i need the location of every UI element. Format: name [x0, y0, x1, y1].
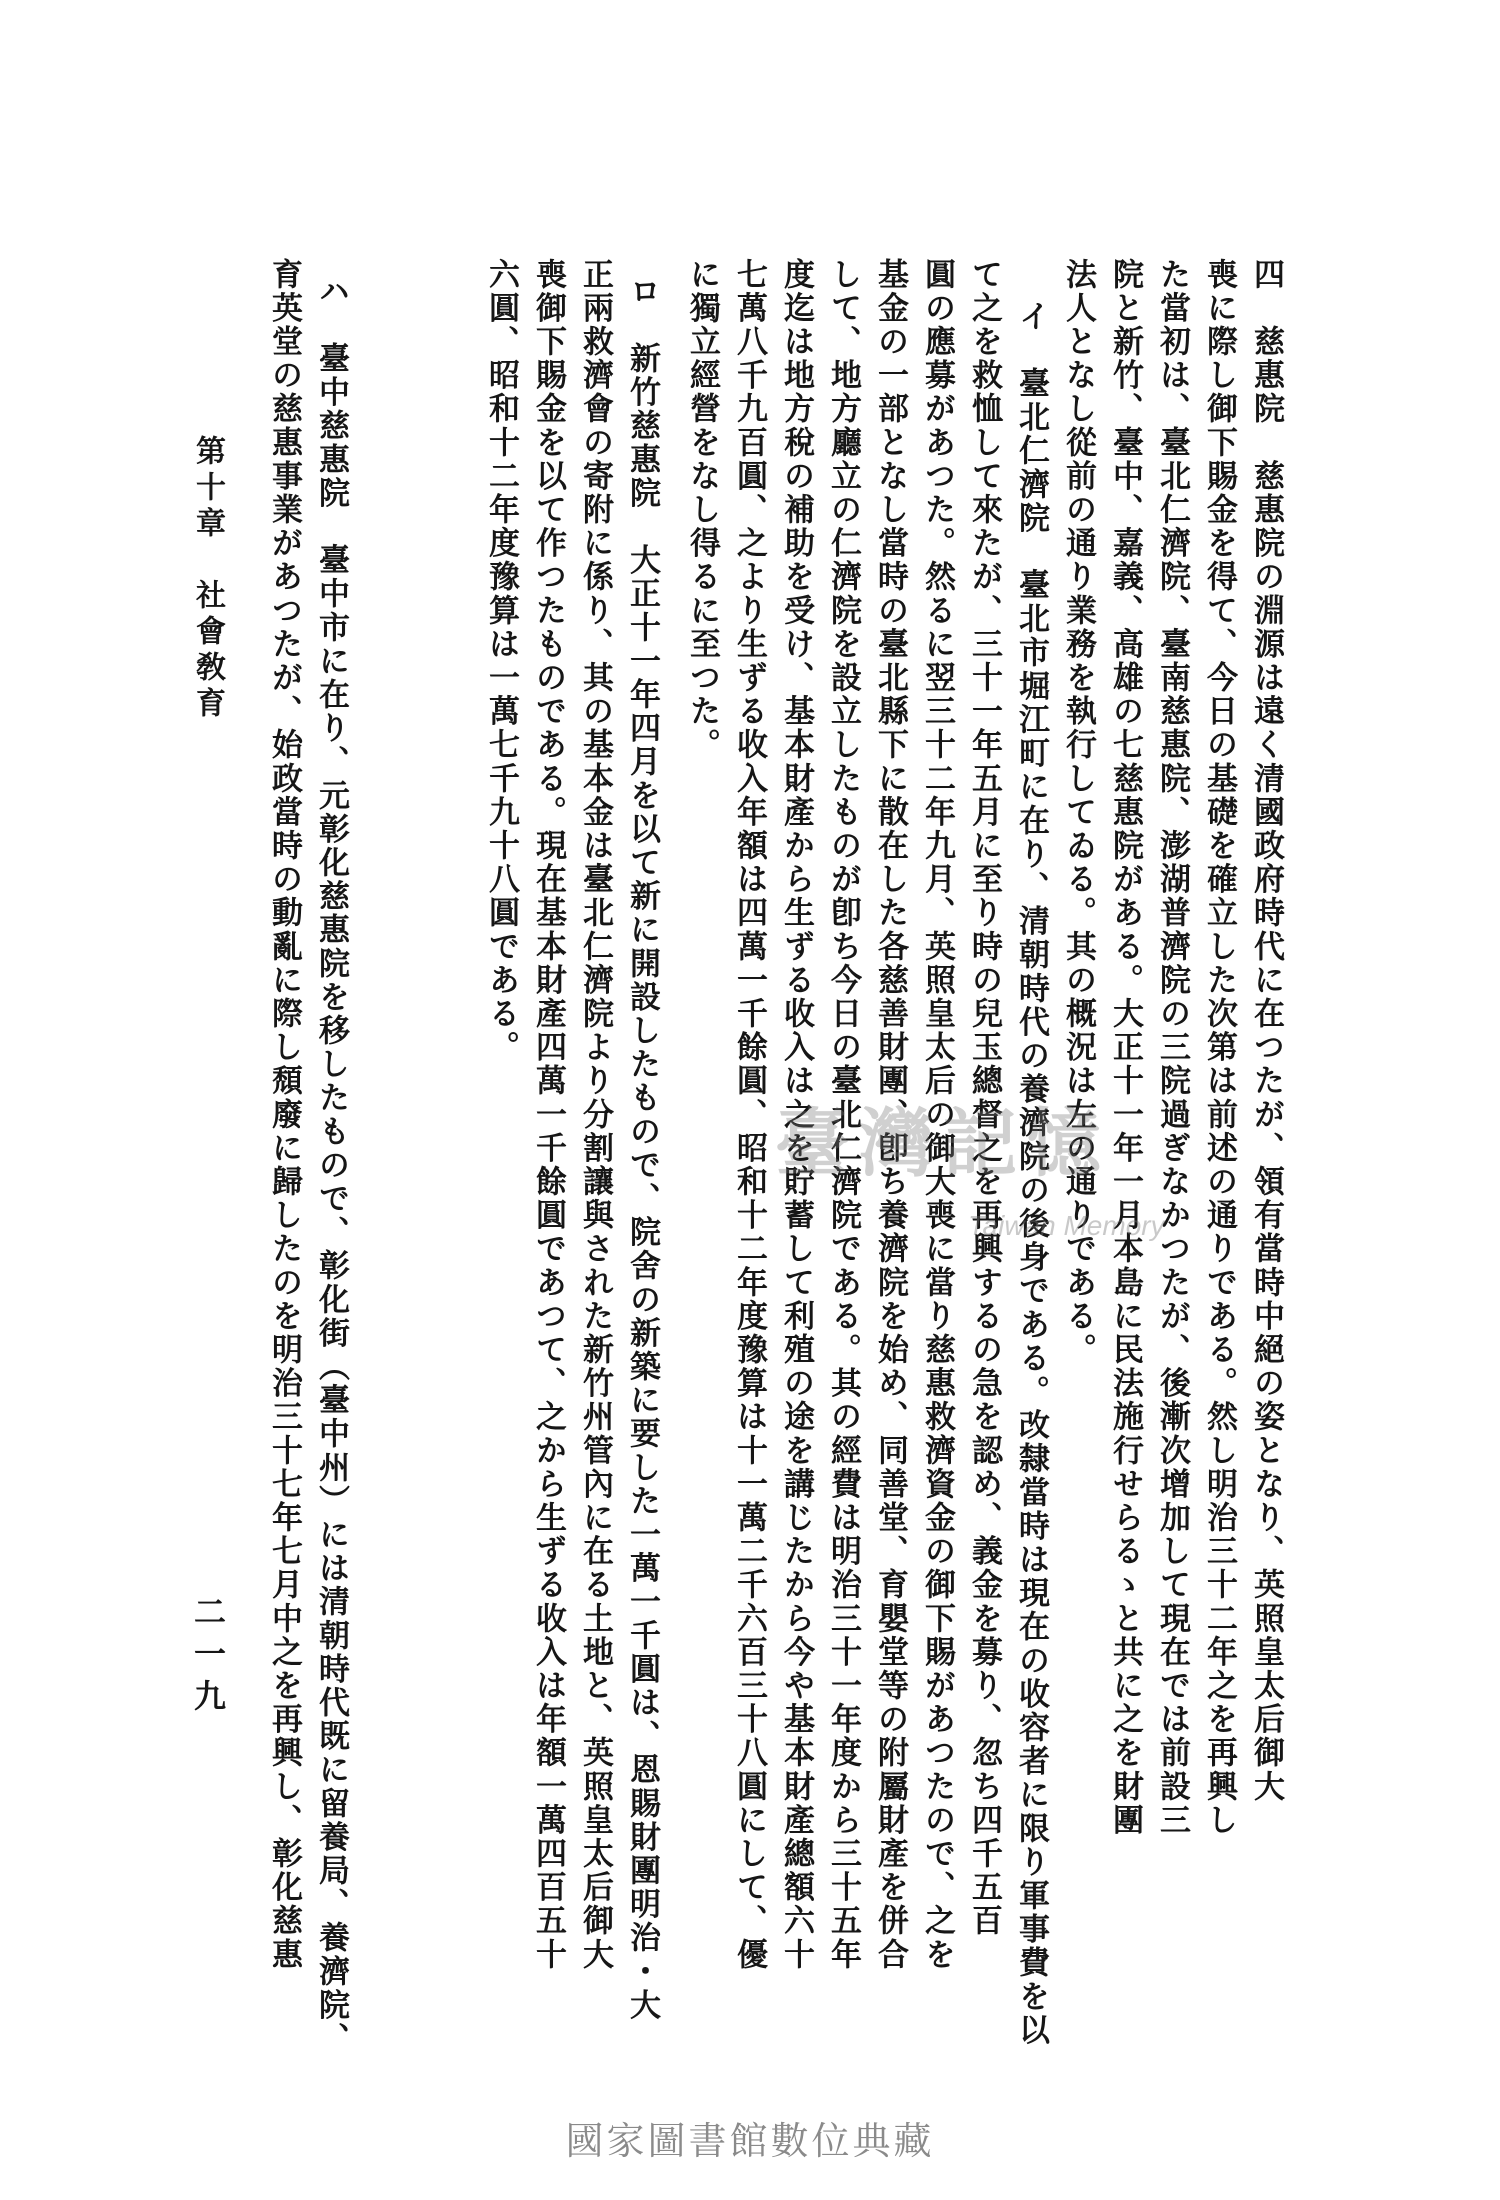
column-text: 法人となし從前の通り業務を執行してゐる。其の概況は左の通りである。	[1060, 258, 1096, 1367]
column-text: 院と新竹、臺中、嘉義、高雄の七慈惠院がある。大正十一年一月本島に民法施行せらるゝと共に之を財團	[1107, 258, 1143, 1838]
watermark-caption: Taiwan Memory	[968, 1210, 1165, 1241]
subsection-heading: ハ 臺中慈惠院	[313, 275, 349, 511]
text-column	[483, 258, 519, 1065]
column-text: 臺北市堀江町に在り、清朝時代の養濟院の後身である。改隸當時は現在の收容者に限り軍事費を以	[1013, 535, 1049, 2048]
column-text: て之を救恤して來たが、三十一年五月に至り時の兒玉總督之を再興するの急を認め、義金を募り、忽ち四千五百	[966, 258, 1002, 1938]
text-column	[1154, 258, 1190, 1838]
text-column	[577, 258, 613, 1972]
text-column	[624, 275, 660, 2023]
subsection-heading: イ 臺北仁濟院	[1013, 300, 1049, 536]
subsection-heading: ロ 新竹慈惠院	[624, 275, 660, 511]
text-column	[1107, 258, 1143, 1838]
column-text: 大正十一年四月を以て新に開設したもので、院舍の新築に要した一萬一千圓は、恩賜財團明治・大	[624, 510, 660, 2023]
text-column	[1248, 258, 1284, 1804]
column-text: 七萬八千九百圓、之より生ずる收入年額は四萬一千餘圓、昭和十二年度豫算は十一萬二千六百三十八圓にして、優	[731, 258, 767, 1972]
column-text: に獨立經營をなし得るに至つた。	[684, 258, 720, 762]
watermark-logo: 臺灣記憶	[775, 1101, 1111, 1187]
text-column	[1060, 258, 1096, 1367]
column-text: 喪御下賜金を以て作つたものである。現在基本財產四萬一千餘圓であつて、之から生ずる收入は年額一萬四百五十	[530, 258, 566, 1972]
column-text: 臺中市に在り、元彰化慈惠院を移したもので、彰化街（臺中州）には清朝時代既に留養局、養濟院、	[313, 510, 349, 2056]
page-number: 二一九	[189, 1595, 227, 1721]
text-column	[266, 258, 302, 1972]
text-column	[530, 258, 566, 1972]
running-head: 第十章 社會敎育	[190, 435, 225, 723]
library-credit: 國家圖書館數位典藏	[565, 2119, 935, 2163]
text-column	[731, 258, 767, 1972]
column-text: 基金の一部となし當時の臺北縣下に散在した各慈善財團、卽ち養濟院を始め、同善堂、育嬰堂等の附屬財產を併合	[872, 258, 908, 1972]
column-text: 喪に際し御下賜金を得て、今日の基礎を確立した次第は前述の通りである。然し明治三十二年之を再興し	[1201, 258, 1237, 1838]
column-text: 圓の應募があつた。然るに翌三十二年九月、英照皇太后の御大喪に當り慈惠救濟資金の御下賜があつたので、之を	[919, 258, 955, 1972]
column-text: して、地方廳立の仁濟院を設立したものが卽ち今日の臺北仁濟院である。其の經費は明治三十一年度から三十五年	[825, 258, 861, 1972]
section-heading: 四 慈惠院	[1248, 258, 1284, 426]
text-column	[684, 258, 720, 762]
column-text: 正兩救濟會の寄附に係り、其の基本金は臺北仁濟院より分割讓與された新竹州管內に在る土地と、英照皇太后御大	[577, 258, 613, 1972]
column-text: 慈惠院の淵源は遠く清國政府時代に在つたが、領有當時中絕の姿となり、英照皇太后御大	[1248, 426, 1284, 1804]
column-text: た當初は、臺北仁濟院、臺南慈惠院、澎湖普濟院の三院過ぎなかつたが、後漸次增加して現在では前設三	[1154, 258, 1190, 1838]
column-text: 度迄は地方稅の補助を受け、基本財產から生ずる收入は之を貯蓄して利殖の途を講じたから今や基本財產總額六十	[778, 258, 814, 1972]
text-column	[313, 275, 349, 2056]
column-text: 育英堂の慈惠事業があつたが、始政當時の動亂に際し頹廢に歸したのを明治三十七年七月中之を再興し、彰化慈惠	[266, 258, 302, 1972]
column-text: 六圓、昭和十二年度豫算は一萬七千九十八圓である。	[483, 258, 519, 1065]
text-column	[1201, 258, 1237, 1838]
